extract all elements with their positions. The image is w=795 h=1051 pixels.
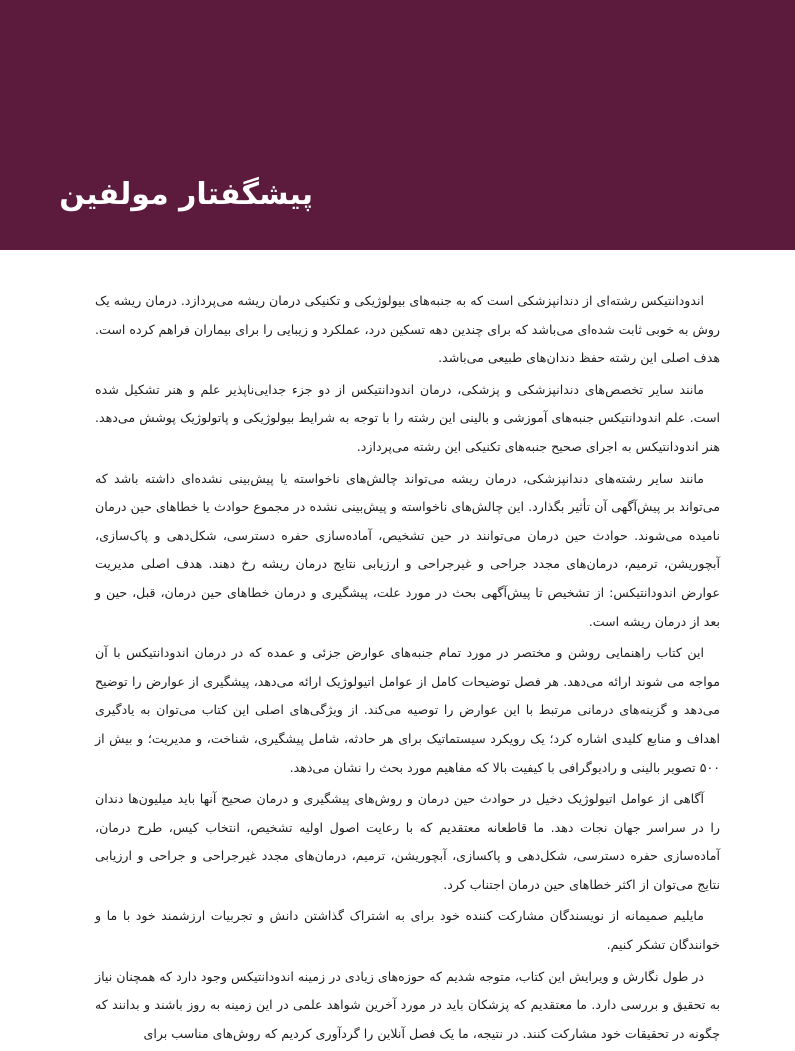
page-title: پیشگفتار مولفین — [59, 177, 313, 212]
paragraph: آگاهی از عوامل اتیولوژیک دخیل در حوادث حین درمان و روش‌های پیشگیری و درمان صحیح آنها باید میلیون‌ها دندان را در سراسر جهان نجات دهد. ما قاطعانه معتقدیم که با رعایت اصول اولیه تشخیص، انتخاب کیس، طرح درمان، آماده‌سازی حفره دسترسی، شکل‌دهی و پاکسازی، آبچوریشن، ترمیم، درمان‌های مجدد غیرجراحی و جراحی و ارزیابی نتایج می‌توان از اکثر خطاهای حین درمان اجتناب کرد. — [95, 791, 720, 892]
paragraph: اندودانتیکس رشته‌ای از دندانپزشکی است که به جنبه‌های بیولوژیکی و تکنیکی درمان ریشه می‌پردازد. درمان ریشه یک روش به خوبی ثابت شده‌ای می‌باشد که برای چندین دهه تسکین درد، عملکرد و زیبایی را برای بیماران فراهم کرده است. هدف اصلی این رشته حفظ دندان‌های طبیعی می‌باشد. — [94, 293, 720, 366]
paragraph: مانند سایر تخصص‌های دندانپزشکی و پزشکی، درمان اندودانتیکس از دو جزء جدایی‌ناپذیر علم و هنر تشکیل شده است. علم اندودانتیکس جنبه‌های آموزشی و بالینی این رشته را با توجه به شرایط بیولوژیکی و پاتولوژیک پوشش می‌دهد. هنر اندودانتیکس به اجرای صحیح جنبه‌های تکنیکی این رشته می‌پردازد. — [95, 381, 720, 454]
paragraph: مانند سایر رشته‌های دندانپزشکی، درمان ریشه می‌تواند چالش‌های ناخواسته یا پیش‌بینی نشده‌ای داشته باشد که می‌تواند بر پیش‌آگهی آن تأثیر بگذارد. این چالش‌های ناخواسته و پیش‌بینی نشده در مجموع حوادث یا خطاهای حین درمان نامیده می‌شوند. حوادث حین درمان می‌توانند در حین تشخیص، آماده‌سازی حفره دسترسی، شکل‌دهی و پاک‌سازی، آبچوریشن، ترمیم، درمان‌های مجدد جراحی و غیرجراحی و ارزیابی نتایج درمان ریشه رخ دهند. هدف اصلی مدیریت عوارض اندودانتیکس: از تشخیص تا پیش‌آگهی بحث در مورد علت، پیشگیری و درمان خطاهای حین درمان، قبل، حین و بعد از درمان ریشه است. — [95, 470, 720, 629]
body-text — [95, 287, 720, 1051]
paragraph: مایلیم صمیمانه از نویسندگان مشارکت کننده خود برای به اشتراک گذاشتن دانش و تجربیات ارزشمند خود با ما و خوانندگان تشکر کنیم. — [95, 908, 720, 953]
paragraph: در طول نگارش و ویرایش این کتاب، متوجه شدیم که حوزه‌های زیادی در زمینه اندودانتیکس وجود دارد که همچنان نیاز به تحقیق و بررسی دارد. ما معتقدیم که پزشکان باید در مورد آخرین شواهد علمی در این زمینه به روز باشند و بدانند که چگونه در تحقیقات خود مشارکت کنند. در نتیجه، ما یک فصل آنلاین را گردآوری کردیم که روش‌های مناسب برای — [95, 968, 720, 1041]
paragraph: این کتاب راهنمایی روشن و مختصر در مورد تمام جنبه‌های عوارض جزئی و عمده که در درمان اندودانتیکس با آن مواجه می شوند ارائه می‌دهد. هر فصل توضیحات کامل از عوامل اتیولوژیک ارائه می‌دهد، پیشگیری از عوارض را توضیح می‌دهد و گزینه‌های درمانی مرتبط با این عوارض را توصیه می‌کند. از ویژگی‌های اصلی این کتاب می‌توان به یادگیری اهداف و منابع کلیدی اشاره کرد؛ یک رویکرد سیستماتیک برای هر حادثه، شامل پیشگیری، شناخت، و مدیریت؛ و بیش از ۵۰۰ تصویر بالینی و رادیوگرافی با کیفیت بالا که مفاهیم مورد بحث را نشان می‌دهد. — [95, 645, 720, 775]
header-band — [0, 0, 795, 250]
